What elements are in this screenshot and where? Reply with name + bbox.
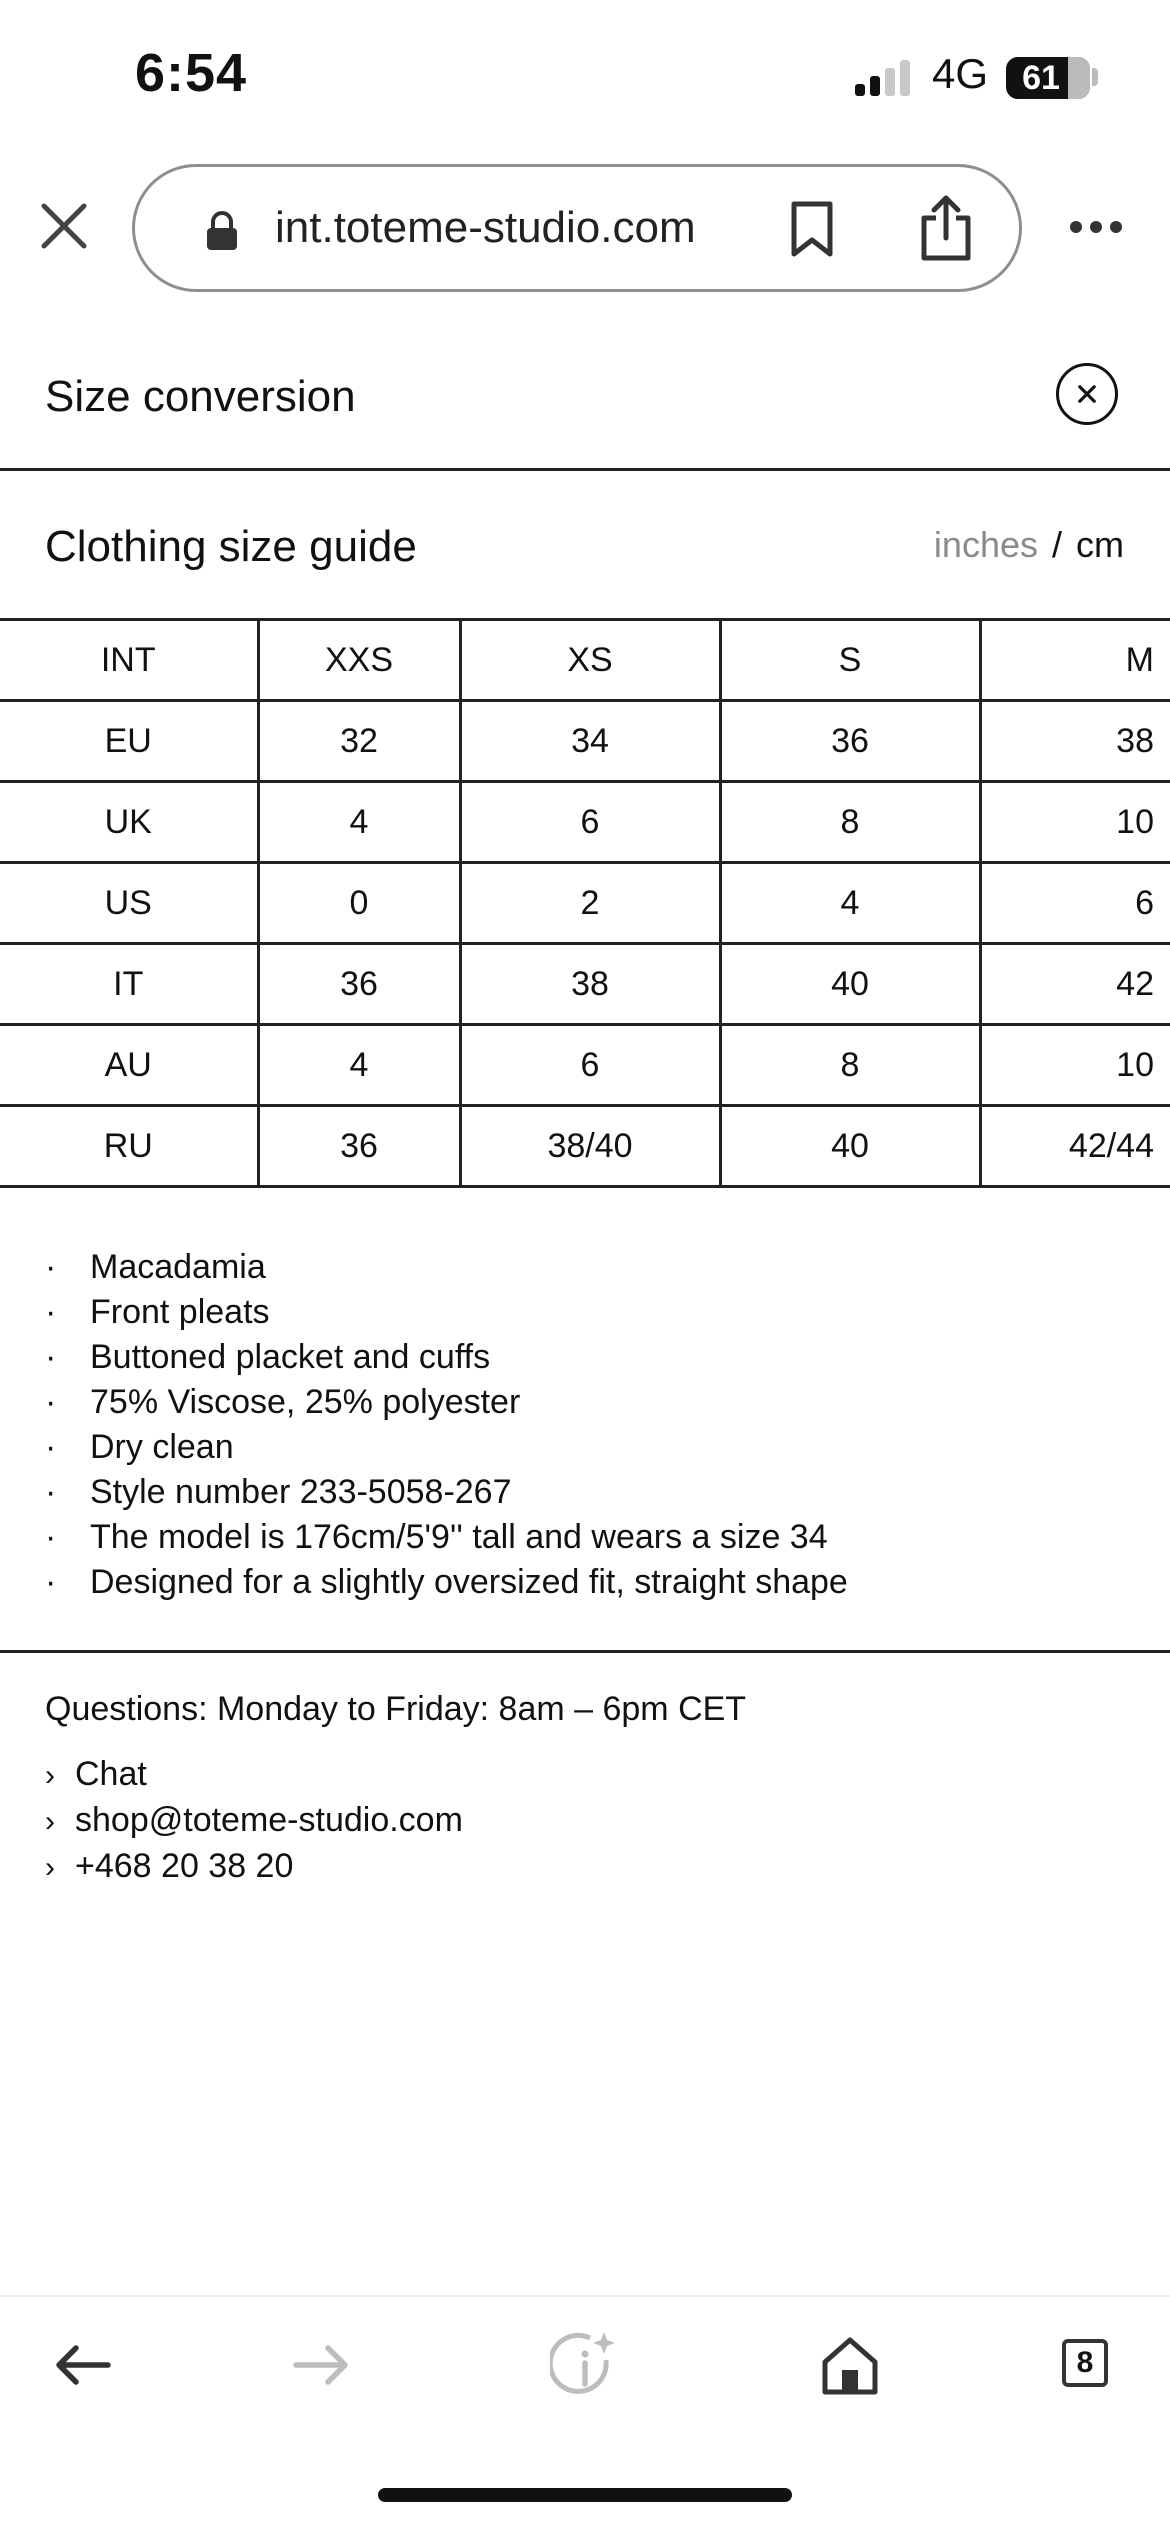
size-system-label: INT bbox=[0, 620, 258, 701]
status-time: 6:54 bbox=[135, 43, 248, 103]
size-system-label: UK bbox=[0, 782, 258, 863]
table-row bbox=[0, 782, 1170, 863]
battery-nub bbox=[1092, 68, 1098, 86]
list-item: · Buttoned placket and cuffs bbox=[45, 1335, 848, 1380]
size-cell: 42 bbox=[980, 944, 1170, 1025]
size-cell: 10 bbox=[980, 1025, 1170, 1106]
close-icon[interactable] bbox=[38, 200, 90, 252]
size-cell: 32 bbox=[258, 701, 460, 782]
share-icon[interactable] bbox=[918, 194, 974, 262]
size-cell: 36 bbox=[258, 944, 460, 1025]
size-cell: XS bbox=[460, 620, 720, 701]
size-system-label: US bbox=[0, 863, 258, 944]
email-label[interactable]: shop@toteme-studio.com bbox=[75, 1801, 463, 1839]
size-table bbox=[0, 618, 1170, 1188]
size-cell: 4 bbox=[258, 782, 460, 863]
size-system-label: RU bbox=[0, 1106, 258, 1187]
size-cell: 36 bbox=[258, 1106, 460, 1187]
size-cell: 38/40 bbox=[460, 1106, 720, 1187]
size-system-label: EU bbox=[0, 701, 258, 782]
product-details-list bbox=[45, 1245, 848, 1605]
unit-separator: / bbox=[1051, 524, 1062, 565]
tabs-icon[interactable] bbox=[1062, 2339, 1108, 2387]
chevron-right-icon: › bbox=[45, 1805, 55, 1838]
size-cell: XXS bbox=[258, 620, 460, 701]
size-cell: 2 bbox=[460, 863, 720, 944]
size-system-label: AU bbox=[0, 1025, 258, 1106]
size-cell: 42/44 bbox=[980, 1106, 1170, 1187]
size-cell: S bbox=[720, 620, 980, 701]
chevron-right-icon: › bbox=[45, 1759, 55, 1792]
size-cell: 6 bbox=[460, 782, 720, 863]
header-divider bbox=[0, 468, 1170, 471]
modal-close-icon[interactable] bbox=[1056, 363, 1118, 425]
table-row bbox=[0, 620, 1170, 701]
size-cell: 4 bbox=[720, 863, 980, 944]
size-cell: 36 bbox=[720, 701, 980, 782]
unit-cm[interactable]: cm bbox=[1076, 524, 1124, 565]
table-row bbox=[0, 863, 1170, 944]
table-row bbox=[0, 1025, 1170, 1106]
home-indicator[interactable] bbox=[378, 2488, 792, 2502]
contact-links bbox=[45, 1752, 463, 1890]
size-cell: 10 bbox=[980, 782, 1170, 863]
support-hours: Questions: Monday to Friday: 8am – 6pm CET bbox=[45, 1690, 747, 1728]
list-item: · Front pleats bbox=[45, 1290, 848, 1335]
table-row bbox=[0, 701, 1170, 782]
phone-link[interactable] bbox=[45, 1844, 463, 1890]
toolbar-divider bbox=[0, 2295, 1170, 2297]
chat-link[interactable] bbox=[45, 1752, 463, 1798]
size-cell: M bbox=[980, 620, 1170, 701]
list-item: · Dry clean bbox=[45, 1425, 848, 1470]
list-item: · 75% Viscose, 25% polyester bbox=[45, 1380, 848, 1425]
size-cell: 40 bbox=[720, 1106, 980, 1187]
phone-label[interactable]: +468 20 38 20 bbox=[75, 1847, 294, 1885]
list-item: · Style number 233-5058-267 bbox=[45, 1470, 848, 1515]
size-system-label: IT bbox=[0, 944, 258, 1025]
size-cell: 6 bbox=[980, 863, 1170, 944]
back-arrow-icon[interactable] bbox=[48, 2330, 118, 2400]
unit-toggle bbox=[934, 524, 1124, 566]
size-cell: 38 bbox=[460, 944, 720, 1025]
forward-arrow-icon[interactable] bbox=[286, 2330, 356, 2400]
home-icon[interactable] bbox=[815, 2330, 885, 2400]
battery-level: 61 bbox=[1022, 59, 1060, 97]
size-cell: 38 bbox=[980, 701, 1170, 782]
details-divider bbox=[0, 1650, 1170, 1653]
size-guide-title: Clothing size guide bbox=[45, 522, 417, 571]
list-item: · Designed for a slightly oversized fit, straight shape bbox=[45, 1560, 848, 1605]
table-row bbox=[0, 944, 1170, 1025]
tab-count: 8 bbox=[1076, 2346, 1094, 2379]
url-text[interactable]: int.toteme-studio.com bbox=[275, 203, 696, 252]
size-cell: 40 bbox=[720, 944, 980, 1025]
modal-title: Size conversion bbox=[45, 372, 356, 421]
size-cell: 34 bbox=[460, 701, 720, 782]
lock-icon bbox=[205, 210, 239, 252]
email-link[interactable] bbox=[45, 1798, 463, 1844]
size-cell: 0 bbox=[258, 863, 460, 944]
more-icon[interactable] bbox=[1068, 216, 1124, 238]
list-item: · The model is 176cm/5'9'' tall and wears a size 34 bbox=[45, 1515, 848, 1560]
table-row bbox=[0, 1106, 1170, 1187]
size-cell: 8 bbox=[720, 1025, 980, 1106]
chat-label[interactable]: Chat bbox=[75, 1755, 147, 1793]
size-cell: 4 bbox=[258, 1025, 460, 1106]
info-sparkle-icon[interactable] bbox=[550, 2330, 620, 2400]
unit-inches[interactable]: inches bbox=[933, 524, 1038, 565]
size-cell: 8 bbox=[720, 782, 980, 863]
chevron-right-icon: › bbox=[45, 1851, 55, 1884]
bookmark-icon[interactable] bbox=[790, 200, 834, 258]
battery-icon bbox=[1006, 57, 1090, 99]
signal-icon bbox=[855, 60, 915, 96]
network-label: 4G bbox=[932, 50, 989, 97]
size-cell: 6 bbox=[460, 1025, 720, 1106]
list-item: · Macadamia bbox=[45, 1245, 848, 1290]
